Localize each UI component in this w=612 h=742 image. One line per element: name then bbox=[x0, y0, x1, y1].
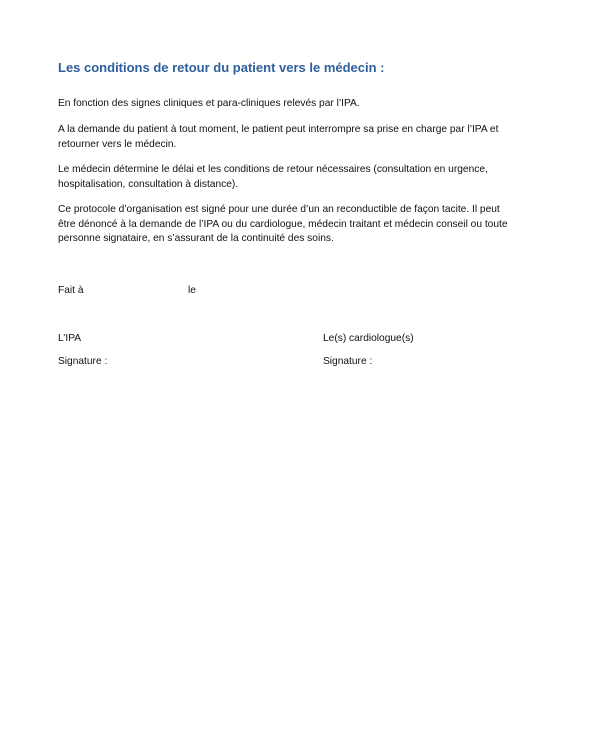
section-heading: Les conditions de retour du patient vers le médecin : bbox=[58, 60, 385, 75]
paragraph-return-conditions bbox=[58, 163, 558, 192]
paragraph-line: retourner vers le médecin. bbox=[58, 138, 177, 150]
paragraph-line: personne signataire, en s’assurant de la continuité des soins. bbox=[58, 233, 334, 244]
fait-a-label: Fait à bbox=[58, 285, 84, 296]
paragraph-clinical-signs bbox=[58, 97, 558, 112]
signatory-ipa-label: L’IPA bbox=[58, 333, 82, 344]
paragraph-line: En fonction des signes cliniques et para-cliniques relevés par l’IPA. bbox=[58, 98, 360, 109]
paragraph-line: hospitalisation, consultation à distance). bbox=[58, 178, 239, 190]
signature-label-cardiologist: Signature : bbox=[323, 356, 373, 367]
date-label: le bbox=[188, 285, 196, 296]
paragraph-patient-request bbox=[58, 123, 558, 152]
paragraph-line: A la demande du patient à tout moment, le patient peut interrompre sa prise en charge par l’IPA et bbox=[58, 124, 499, 135]
signature-label-ipa: Signature : bbox=[58, 356, 108, 367]
paragraph-line: Ce protocole d’organisation est signé pour une durée d’un an reconductible de façon tacite. Il peut bbox=[58, 204, 500, 215]
paragraph-line: être dénoncé à la demande de l’IPA ou du cardiologue, médecin traitant et médecin conseil ou toute bbox=[58, 218, 508, 230]
paragraph-protocol-duration bbox=[58, 203, 558, 247]
paragraph-line: Le médecin détermine le délai et les conditions de retour nécessaires (consultation en urgence, bbox=[58, 164, 488, 175]
signatory-cardiologist-label: Le(s) cardiologue(s) bbox=[323, 333, 414, 344]
